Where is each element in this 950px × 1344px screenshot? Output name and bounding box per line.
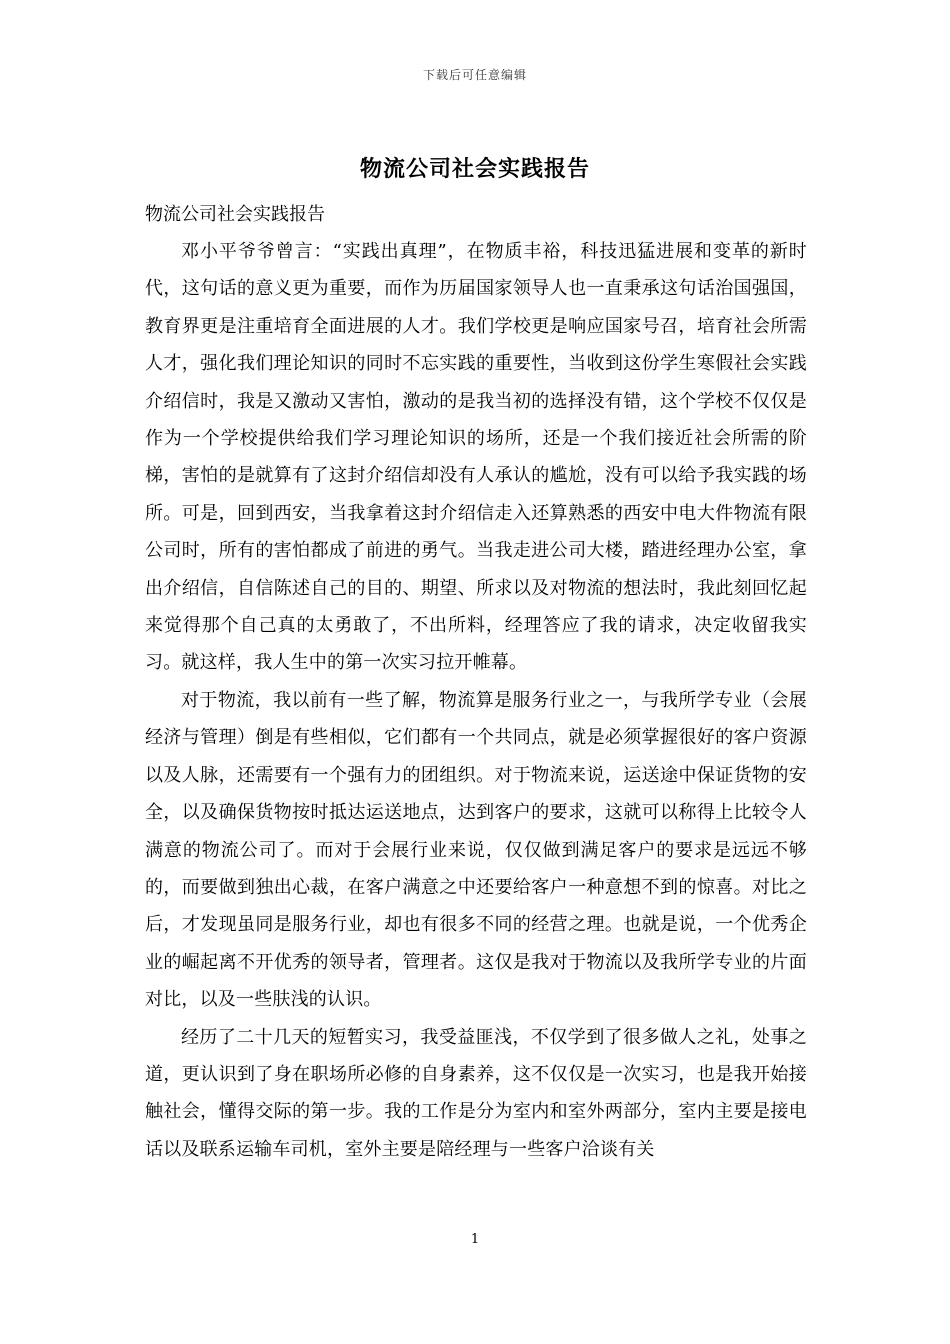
page-number: 1: [470, 1232, 480, 1247]
document-subtitle: 物流公司社会实践报告: [145, 204, 325, 225]
paragraph-2: 对于物流，我以前有一些了解，物流算是服务行业之一，与我所学专业（会展经济与管理）倒是有些相似，它们都有一个共同点，就是必须掌握很好的客户资源以及人脉，还需要有一个强有力的团组织。对于物流来说，运送途中保证货物的安全，以及确保货物按时抵达运送地点，达到客户的要求，这就可以称得上比较令人满意的物流公司了。而对于会展行业来说，仅仅做到满足客户的要求是远远不够的，而要做到独出心裁，在客户满意之中还要给客户一种意想不到的惊喜。对比之后，才发现虽同是服务行业，却也有很多不同的经营之理。也就是说，一个优秀企业的崛起离不开优秀的领导者，管理者。这仅是我对于物流以及我所学专业的片面对比，以及一些肤浅的认识。: [145, 689, 807, 1011]
document-body: [145, 196, 807, 1168]
document-title: 物流公司社会实践报告: [359, 156, 590, 182]
header-note: 下载后可任意编辑: [422, 68, 527, 82]
paragraph-1: 邓小平爷爷曾言：“实践出真理”，在物质丰裕，科技迅猛进展和变革的新时代，这句话的意义更为重要，而作为历届国家领导人也一直秉承这句话治国强国，教育界更是注重培育全面进展的人才。我们学校更是响应国家号召，培育社会所需人才，强化我们理论知识的同时不忘实践的重要性，当收到这份学生寒假社会实践介绍信时，我是又激动又害怕，激动的是我当初的选择没有错，这个学校不仅仅是作为一个学校提供给我们学习理论知识的场所，还是一个我们接近社会所需的阶梯，害怕的是就算有了这封介绍信却没有人承认的尴尬，没有可以给予我实践的场所。可是，回到西安，当我拿着这封介绍信走入还算熟悉的西安中电大件物流有限公司时，所有的害怕都成了前进的勇气。当我走进公司大楼，踏进经理办公室，拿出介绍信，自信陈述自己的目的、期望、所求以及对物流的想法时，我此刻回忆起来觉得那个自己真的太勇敢了，不出所料，经理答应了我的请求，决定收留我实习。就这样，我人生中的第一次实习拉开帷幕。: [145, 241, 807, 674]
paragraph-3: 经历了二十几天的短暂实习，我受益匪浅，不仅学到了很多做人之礼，处事之道，更认识到了身在职场所必修的自身素养，这不仅仅是一次实习，也是我开始接触社会，懂得交际的第一步。我的工作是分为室内和室外两部分，室内主要是接电话以及联系运输车司机，室外主要是陪经理与一些客户洽谈有关: [145, 1026, 807, 1160]
